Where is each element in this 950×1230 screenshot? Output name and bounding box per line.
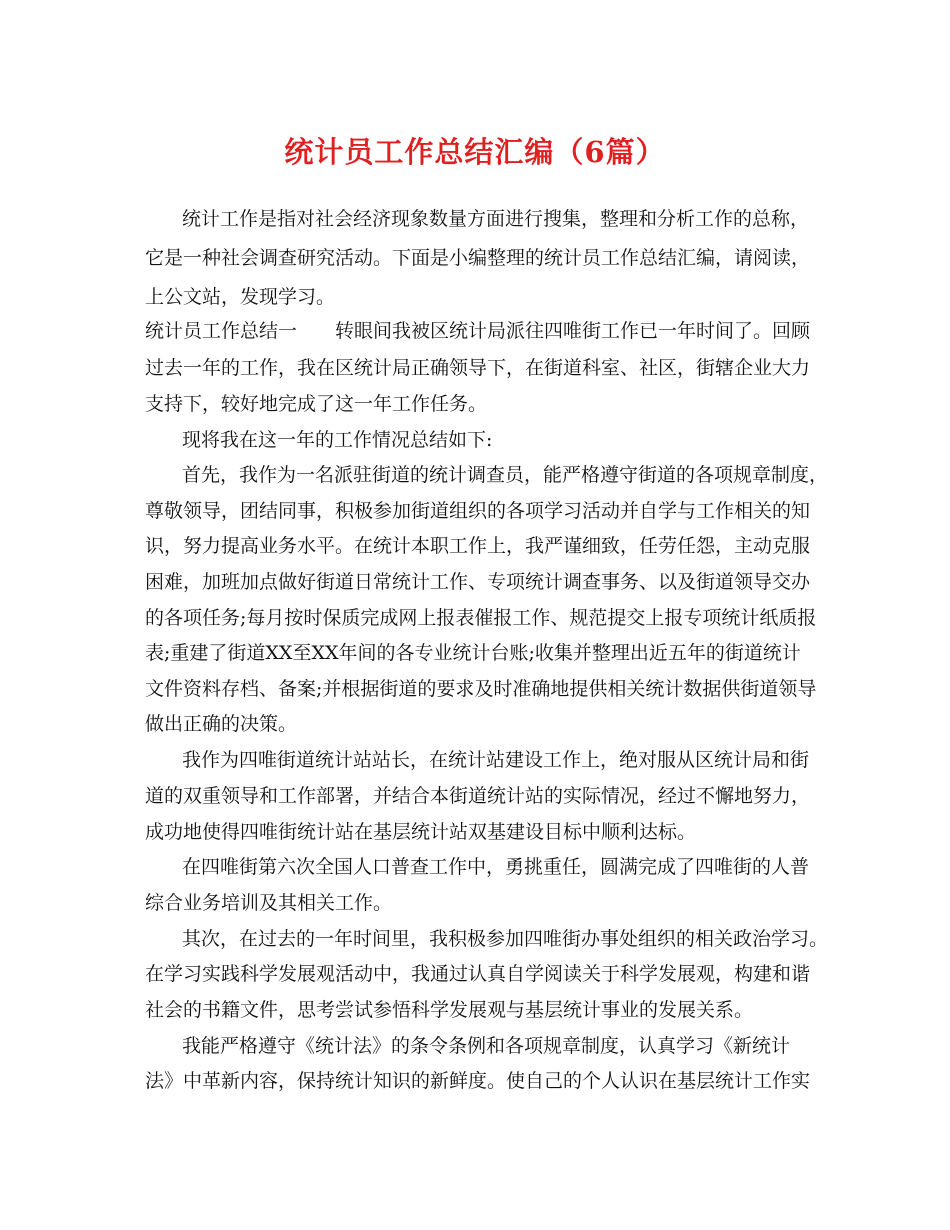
body-text-line: 社会的书籍文件，思考尝试参悟科学发展观与基层统计事业的发展关系。 (145, 999, 754, 1021)
body-text-line: 困难，加班加点做好街道日常统计工作、专项统计调查事务、以及街道领导交办 (145, 571, 811, 593)
body-text-line: 首先，我作为一名派驻街道的统计调查员，能严格遵守街道的各项规章制度， (182, 464, 829, 486)
body-text-line: 尊敬领导，团结同事，积极参加街道组织的各项学习活动并自学与工作相关的知 (145, 500, 811, 522)
document-title: 统计员工作总结汇编（6篇） (284, 135, 666, 169)
body-text-line: 其次，在过去的一年时间里，我积极参加四唯街办事处组织的相关政治学习。 (182, 928, 829, 950)
body-text-line: 上公文站，发现学习。 (145, 286, 336, 308)
body-text-line: 法》中革新内容，保持统计知识的新鲜度。使自己的个人认识在基层统计工作实 (145, 1070, 811, 1092)
body-text-line: 的各项任务;每月按时保质完成网上报表催报工作、规范提交上报专项统计纸质报 (145, 607, 817, 629)
body-text-line: 道的双重领导和工作部署，并结合本街道统计站的实际情况，经过不懈地努力， (145, 785, 811, 807)
body-text-line: 我能严格遵守《统计法》的条令条例和各项规章制度，认真学习《新统计 (182, 1035, 791, 1057)
body-text-line: 综合业务培训及其相关工作。 (145, 892, 393, 914)
body-text-line: 我作为四唯街道统计站站长，在统计站建设工作上，绝对服从区统计局和街 (182, 749, 810, 771)
body-text-line: 现将我在这一年的工作情况总结如下: (182, 429, 493, 451)
body-text-line: 统计工作是指对社会经济现象数量方面进行搜集，整理和分析工作的总称， (182, 208, 810, 230)
body-text-line: 在学习实践科学发展观活动中，我通过认真自学阅读关于科学发展观，构建和谐 (145, 963, 811, 985)
body-text-line: 在四唯街第六次全国人口普查工作中，勇挑重任，圆满完成了四唯街的人普 (182, 856, 810, 878)
body-text-line: 文件资料存档、备案;并根据街道的要求及时准确地提供相关统计数据供街道领导 (145, 678, 817, 700)
body-text-line: 它是一种社会调查研究活动。下面是小编整理的统计员工作总结汇编，请阅读， (145, 247, 811, 269)
body-text-line: 表;重建了街道XX至XX年间的各专业统计台账;收集并整理出近五年的街道统计 (145, 642, 801, 664)
body-text-line: 支持下，较好地完成了这一年工作任务。 (145, 393, 488, 415)
body-text-line: 识，努力提高业务水平。在统计本职工作上，我严谨细致，任劳任怨，主动克服 (145, 535, 811, 557)
body-text-line: 成功地使得四唯街统计站在基层统计站双基建设目标中顺利达标。 (145, 821, 697, 843)
body-text-line: 过去一年的工作，我在区统计局正确领导下，在街道科室、社区，街辖企业大力 (145, 357, 811, 379)
body-text-line: 做出正确的决策。 (145, 713, 298, 735)
body-text-line: 统计员工作总结一 转眼间我被区统计局派往四唯街工作已一年时间了。回顾 (145, 320, 811, 342)
